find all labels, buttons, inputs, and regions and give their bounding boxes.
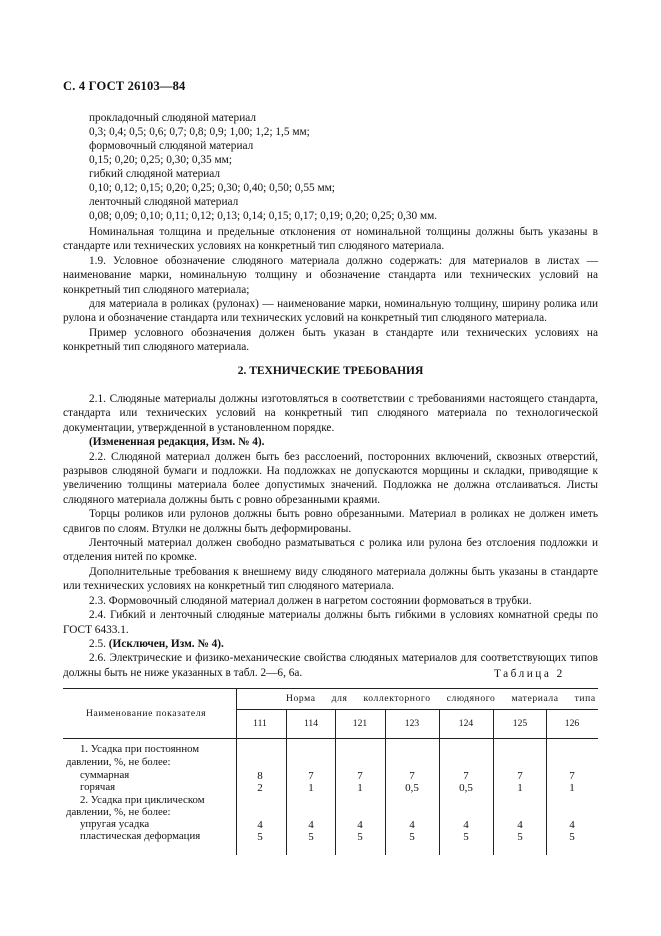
paragraph-2-5-note: (Исключен, Изм. № 4). — [108, 637, 224, 650]
paragraph-ends: Торцы роликов или рулонов должны быть ровно обрезанными. Материал в роликах не должен иметь сдвигов по слоям. Втулки не должны быть деформированы. — [63, 508, 598, 535]
table-cell: 5 — [463, 831, 469, 843]
table-top-rule — [63, 688, 598, 689]
table-cell: 5 — [257, 831, 263, 843]
table-cell: 7 — [357, 770, 363, 782]
intro-line: 0,15; 0,20; 0,25; 0,30; 0,35 мм; — [89, 154, 232, 166]
paragraph-tolerance: Номинальная толщина и предельные отклонения от номинальной толщины должны быть указаны в стандарте или технических условиях на конкретный тип слюдяного материала. — [63, 226, 598, 253]
intro-line: 0,10; 0,12; 0,15; 0,20; 0,25; 0,30; 0,40; 0,50; 0,55 мм; — [89, 182, 335, 194]
table-cell: 7 — [463, 770, 469, 782]
table-cell: 4 — [409, 819, 415, 831]
intro-line: 0,08; 0,09; 0,10; 0,11; 0,12; 0,13; 0,14; 0,15; 0,17; 0,19; 0,20; 0,25; 0,30 мм. — [89, 210, 438, 222]
paragraph-2-6: 2.6. Электрические и физико-механические свойства слюдяных материалов для соответствующих типов должны быть не ниже указанных в табл. 2—6, 6а. — [63, 652, 598, 679]
row-label: упругая усадка — [80, 818, 150, 830]
table-cell: 4 — [357, 819, 363, 831]
table-cell: 7 — [308, 770, 314, 782]
table-col-rule — [286, 709, 287, 855]
table-type-header: 126 — [564, 718, 580, 729]
table-cell: 7 — [517, 770, 523, 782]
paragraph-rolls: для материала в роликах (рулонах) — наименование марки, номинальную толщину, ширину ролика или рулона и обозначение стандарта или технических условий на конкретный тип слюдяного материала. — [63, 298, 598, 325]
table-cell: 4 — [517, 819, 523, 831]
table-cell: 7 — [409, 770, 415, 782]
table-col-rule — [385, 709, 386, 855]
table-col-rule — [236, 688, 237, 855]
note-2-1: (Измененная редакция, Изм. № 4). — [89, 436, 265, 449]
row-label: суммарная — [80, 769, 130, 781]
table-type-header: 123 — [404, 718, 420, 729]
table-col-rule — [335, 709, 336, 855]
paragraph-example: Пример условного обозначения должен быть указан в стандарте или технических условиях на конкретный тип слюдяного материала. — [63, 326, 598, 354]
table-group-header: Норма для коллекторного слюдяного материала типа — [286, 693, 596, 704]
table-cell: 1 — [357, 782, 363, 794]
intro-line: прокладочный слюдяной материал — [89, 112, 256, 124]
table-cell: 2 — [257, 782, 263, 794]
table-cell: 5 — [357, 831, 363, 843]
table-cell: 1 — [308, 782, 314, 794]
table-cell: 0,5 — [405, 782, 419, 794]
table-cell: 5 — [517, 831, 523, 843]
paragraph-2-4: 2.4. Гибкий и ленточный слюдяные материалы должны быть гибкими в условиях комнатной среды по ГОСТ 6433.1. — [63, 609, 598, 636]
paragraph-2-3: 2.3. Формовочный слюдяной материал должен в нагретом состоянии формоваться в трубки. — [89, 594, 532, 607]
section-1-text — [63, 225, 598, 355]
paragraph-2-2: 2.2. Слюдяной материал должен быть без расслоений, посторонних включений, сквозных отверстий, разрывов слюдяной бумаги и подложки. На подложках не допускаются морщины и складки, приводящие к увеличению толщины материала более допустимых значений. Подложка не должна отслаиваться. Листы слюдяного материала должны быть с ровно обрезанными краями. — [63, 450, 598, 506]
paragraph-2-5-number: 2.5. — [89, 637, 106, 650]
row-label: давлении, %, не более: — [66, 806, 171, 818]
table-col-rule — [439, 709, 440, 855]
table-type-header: 125 — [512, 718, 528, 729]
row-label: 2. Усадка при циклическом — [80, 794, 205, 806]
paragraph-tape: Ленточный материал должен свободно разматываться с ролика или рулона без отслоения подложки и отделения нитей по кромке. — [63, 537, 598, 564]
table-cell: 5 — [409, 831, 415, 843]
table-col0-header: Наименование показателя — [86, 708, 207, 719]
page-header: С. 4 ГОСТ 26103—84 — [63, 79, 186, 93]
section-2-text — [63, 392, 598, 680]
row-label: давлении, %, не более: — [66, 756, 171, 768]
table-type-header: 114 — [303, 718, 319, 729]
paragraph-extra: Дополнительные требования к внешнему виду слюдяного материала должны быть указаны в стандарте или технических условиях на конкретный тип слюдяного материала. — [63, 565, 598, 593]
row-label: горячая — [80, 781, 116, 793]
table-cell: 7 — [569, 770, 575, 782]
section-title: 2. ТЕХНИЧЕСКИЕ ТРЕБОВАНИЯ — [237, 365, 424, 377]
table-caption: Таблица 2 — [494, 668, 565, 680]
intro-line: ленточный слюдяной материал — [89, 196, 239, 208]
table-type-header: 111 — [253, 718, 267, 729]
table-header-rule — [63, 738, 598, 739]
paragraph-1-9: 1.9. Условное обозначение слюдяного материала должно содержать: для материалов в листах — наименование марки, номинальную толщину и обозначение стандарта или технических условий на конкретный тип слюдяного материала; — [63, 254, 598, 296]
table-col-rule — [546, 709, 547, 855]
table-cell: 0,5 — [459, 782, 473, 794]
table-type-header: 121 — [352, 718, 368, 729]
table-col-rule — [493, 709, 494, 855]
table-cell: 4 — [569, 819, 575, 831]
table-cell: 5 — [569, 831, 575, 843]
intro-line: формовочный слюдяной материал — [89, 140, 254, 152]
table-cell: 1 — [569, 782, 575, 794]
row-label: 1. Усадка при постоянном — [80, 743, 200, 755]
paragraph-2-1: 2.1. Слюдяные материалы должны изготовляться в соответствии с требованиями настоящего стандарта, стандарта или технических условий на конкретный тип слюдяного материала по технологической документации, утвержденной в установленном порядке. — [63, 393, 598, 434]
table-group-rule — [237, 709, 598, 710]
row-label: пластическая деформация — [80, 830, 201, 842]
intro-line: гибкий слюдяной материал — [89, 168, 221, 180]
table-type-header: 124 — [458, 718, 474, 729]
paragraph-2-5 — [63, 637, 598, 651]
table-cell: 4 — [308, 819, 314, 831]
table-cell: 1 — [517, 782, 523, 794]
intro-line: 0,3; 0,4; 0,5; 0,6; 0,7; 0,8; 0,9; 1,00; 1,2; 1,5 мм; — [89, 126, 310, 138]
table-cell: 4 — [257, 819, 263, 831]
table-cell: 8 — [257, 770, 263, 782]
table-cell: 4 — [463, 819, 469, 831]
table-cell: 5 — [308, 831, 314, 843]
